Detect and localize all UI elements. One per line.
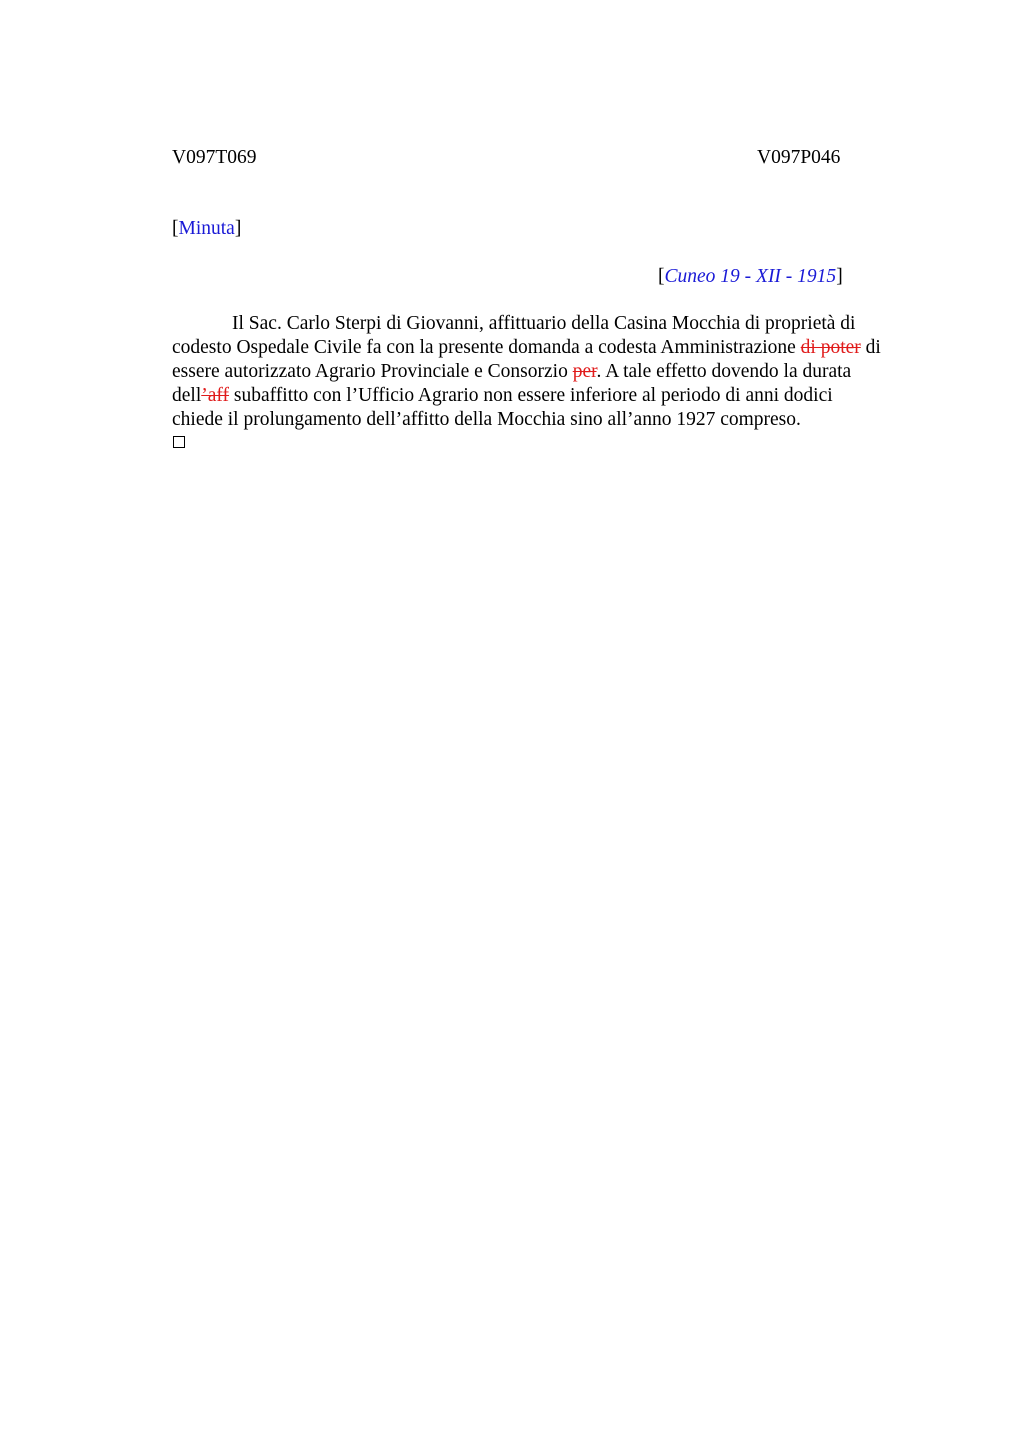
end-marker-square-icon: [173, 436, 185, 448]
deleted-text: di poter: [800, 337, 861, 358]
body-text-segment: dell: [172, 385, 202, 406]
body-line-2: [172, 336, 932, 360]
bracket-close: ]: [836, 266, 843, 287]
body-text-segment: di: [860, 337, 881, 358]
document-date: [658, 265, 843, 289]
letter-body: [172, 312, 932, 432]
body-text-segment: essere autorizzato Agrario Provinciale e Consorzio: [172, 361, 573, 382]
document-type-label: Minuta: [178, 218, 235, 239]
document-code-right: V097P046: [757, 147, 841, 168]
body-line-3: [172, 360, 932, 384]
body-line-5: chiede il prolungamento dell’affitto della Mocchia sino all’anno 1927 compreso.: [172, 409, 801, 430]
bracket-open: [: [658, 266, 665, 287]
body-text-segment: codesto Ospedale Civile fa con la presente domanda a codesta Amministrazione: [172, 337, 801, 358]
deleted-text: per: [572, 361, 597, 382]
document-date-label: Cuneo 19 - XII - 1915: [664, 266, 837, 287]
document-type: [172, 217, 241, 241]
document-code-left: V097T069: [172, 147, 257, 168]
bracket-open: [: [172, 218, 179, 239]
bracket-close: ]: [234, 218, 242, 239]
body-text-segment: . A tale effetto dovendo la durata: [596, 361, 852, 382]
body-text-segment: subaffitto con l’Ufficio Agrario non essere inferiore al periodo di anni dodici: [229, 385, 833, 406]
deleted-text: ’aff: [201, 385, 230, 406]
body-line-1: Il Sac. Carlo Sterpi di Giovanni, affittuario della Casina Mocchia di proprietà di: [232, 313, 856, 334]
body-line-4: [172, 384, 932, 408]
